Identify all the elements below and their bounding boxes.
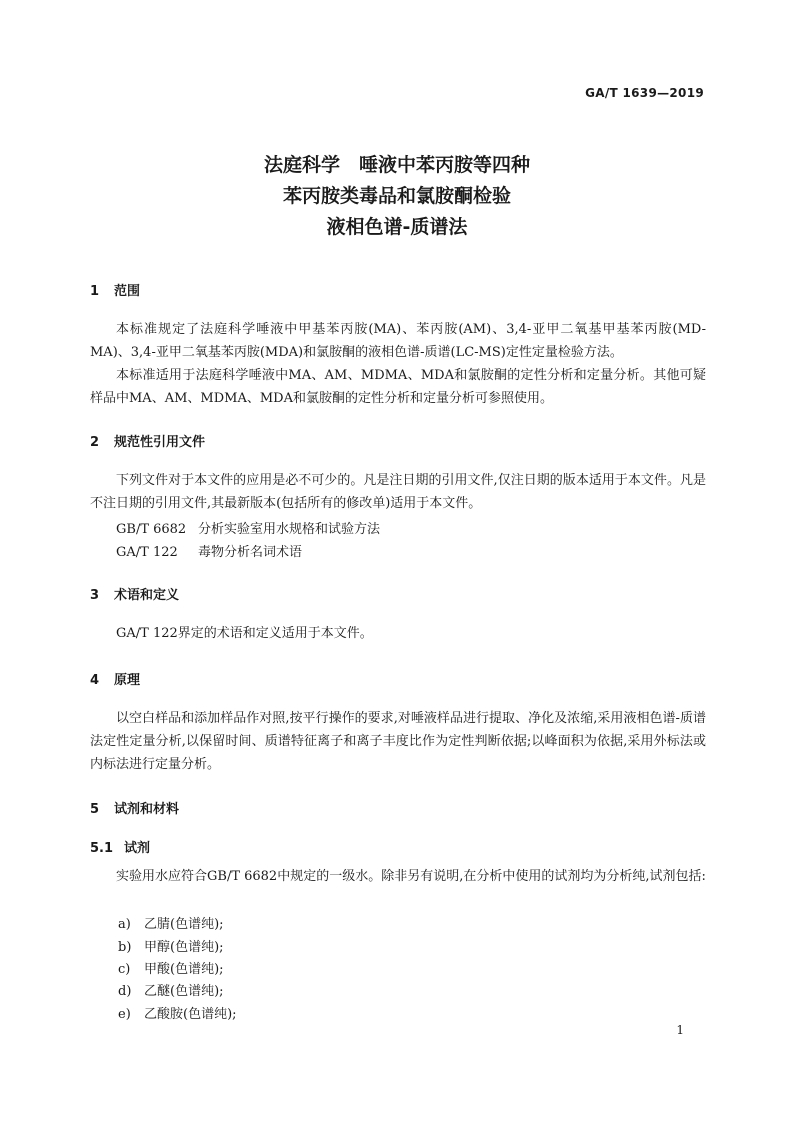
title-line-3: 液相色谱-质谱法 [326,216,468,238]
list-item [118,1003,237,1022]
subsection-title: 试剂 [124,841,151,856]
list-item-text: 甲醇(色谱纯); [144,940,224,955]
paragraph: 本标准规定了法庭科学唾液中甲基苯丙胺(MA)、苯丙胺(AM)、3,4-亚甲二氧基甲基苯丙胺(MD-MA)、3,4-亚甲二氧基苯丙胺(MDA)和氯胺酮的液相色谱-质谱(LC-MS)定性定量检验方法。 [90,322,706,360]
list-item [118,913,224,932]
list-item-label: d) [118,984,132,999]
list-item-label: e) [118,1007,131,1022]
list-item [118,936,224,955]
section-heading-2 [90,431,205,450]
section-heading-4 [90,669,140,688]
paragraph: 以空白样品和添加样品作对照,按平行操作的要求,对唾液样品进行提取、净化及浓缩,采用液相色谱-质谱法定性定量分析,以保留时间、质谱特征离子和离子丰度比作为定性判断依据;以峰面积为依据,采用外标法或内标法进行定量分析。 [90,711,706,772]
section-heading-5 [90,798,179,817]
reference-title: 毒物分析名词术语 [198,545,303,560]
section-number: 1 [90,284,100,299]
section-title: 术语和定义 [114,588,180,603]
list-item [118,958,224,977]
title-line-2: 苯丙胺类毒品和氯胺酮检验 [282,185,511,207]
section-title: 规范性引用文件 [114,435,206,450]
reference-entry [116,541,302,560]
subsection-heading-5-1 [90,837,150,856]
title-line-1: 法庭科学 唾液中苯丙胺等四种 [263,154,530,176]
list-item-text: 乙醚(色谱纯); [144,984,224,999]
standard-code: GA/T 1639—2019 [585,86,704,100]
reference-code: GA/T 122 [116,545,178,560]
section-number: 5 [90,802,100,817]
list-item-label: b) [118,940,132,955]
section-title: 原理 [114,673,141,688]
section-title: 试剂和材料 [114,802,180,817]
paragraph: 本标准适用于法庭科学唾液中MA、AM、MDMA、MDA和氯胺酮的定性分析和定量分析。其他可疑样品中MA、AM、MDMA、MDA和氯胺酮的定性分析和定量分析可参照使用。 [90,368,706,406]
reference-title: 分析实验室用水规格和试验方法 [198,522,381,537]
paragraph: 实验用水应符合GB/T 6682中规定的一级水。除非另有说明,在分析中使用的试剂均为分析纯,试剂包括: [116,869,706,884]
reference-entry [116,518,380,537]
section-heading-3 [90,584,179,603]
section-heading-1 [90,280,140,299]
section-title: 范围 [114,284,141,299]
section-number: 3 [90,588,100,603]
section-number: 2 [90,435,100,450]
list-item-text: 甲酸(色谱纯); [144,962,224,977]
subsection-number: 5.1 [90,841,114,856]
section-number: 4 [90,673,100,688]
paragraph: GA/T 122界定的术语和定义适用于本文件。 [116,626,373,641]
reference-code: GB/T 6682 [116,522,187,537]
paragraph: 下列文件对于本文件的应用是必不可少的。凡是注日期的引用文件,仅注日期的版本适用于本文件。凡是不注日期的引用文件,其最新版本(包括所有的修改单)适用于本文件。 [90,473,706,511]
list-item-text: 乙酸胺(色谱纯); [144,1007,237,1022]
document-title [0,150,794,243]
list-item [118,980,224,999]
list-item-label: a) [118,917,131,932]
list-item-text: 乙腈(色谱纯); [144,917,224,932]
list-item-label: c) [118,962,131,977]
page-number: 1 [676,1023,684,1037]
